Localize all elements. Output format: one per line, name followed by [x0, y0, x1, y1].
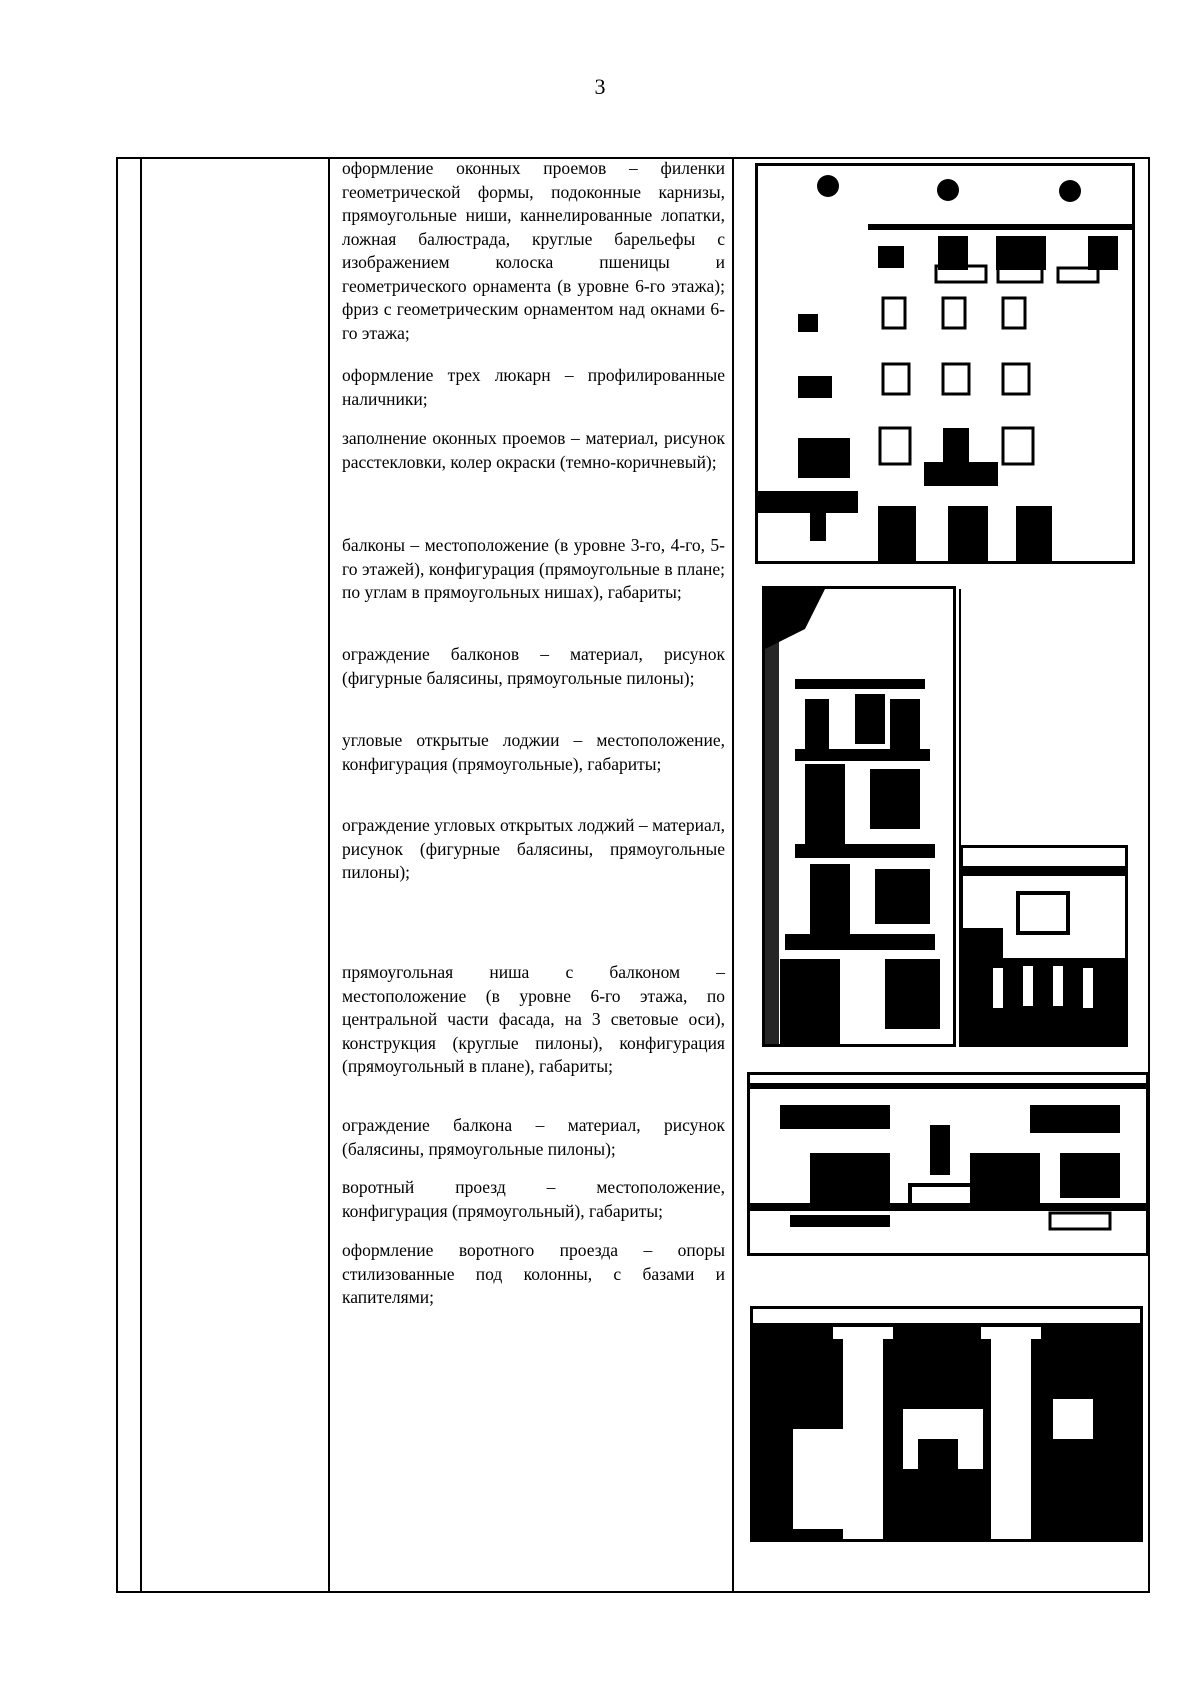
column-divider [328, 159, 330, 1591]
paragraph-niche: прямоугольная ниша с балконом – местоположение (в уровне 6-го этажа, по центральной части фасада, на 3 световые оси), конструкция (круглые пилоны), конфигурация (прямоугольный в плане), габариты; [342, 962, 725, 1076]
paragraph-niche-rail: ограждение балкона – материал, рисунок (балясины, прямоугольные пилоны); [342, 1115, 725, 1159]
column-divider [140, 159, 142, 1591]
paragraph-balconies: балконы – местоположение (в уровне 3-го, 4-го, 5-го этажей), конфигурация (прямоугольные в плане; по углам в прямоугольных нишах), габариты; [342, 535, 725, 602]
loggia-detail-photo [960, 845, 1128, 1047]
paragraph-windows-decor: оформление оконных проемов – филенки геометрической формы, подоконные карнизы, прямоугольные ниши, каннелированные лопатки, ложная балюстрада, круглые барельефы с изображением колоска пшеницы и геометрического орнамента (в уровне 6-го этажа); фриз с геометрическим орнаментом над окнами 6-го этажа; [342, 158, 725, 343]
page-number: 3 [594, 74, 606, 99]
content-table [116, 157, 1150, 1593]
niche-balcony-photo [747, 1072, 1149, 1256]
column-divider [732, 159, 734, 1591]
paragraph-window-fill: заполнение оконных проемов – материал, рисунок расстекловки, колер окраски (темно-коричневый); [342, 428, 725, 472]
paragraph-loggias: угловые открытые лоджии – местоположение, конфигурация (прямоугольные), габариты; [342, 730, 725, 774]
corner-loggias-photo [762, 586, 956, 1047]
paragraph-loggia-rail: ограждение угловых открытых лоджий – материал, рисунок (фигурные балясины, прямоугольные пилоны); [342, 815, 725, 882]
paragraph-dormers: оформление трех люкарн – профилированные наличники; [342, 365, 725, 409]
paragraph-gateway-decor: оформление воротного проезда – опоры стилизованные под колонны, с базами и капителями; [342, 1240, 725, 1307]
gateway-photo [750, 1306, 1143, 1542]
paragraph-gateway: воротный проезд – местоположение, конфигурация (прямоугольный), габариты; [342, 1177, 725, 1221]
facade-photo [755, 163, 1135, 564]
description-column [342, 159, 725, 1591]
paragraph-balcony-rail: ограждение балконов – материал, рисунок (фигурные балясины, прямоугольные пилоны); [342, 644, 725, 688]
